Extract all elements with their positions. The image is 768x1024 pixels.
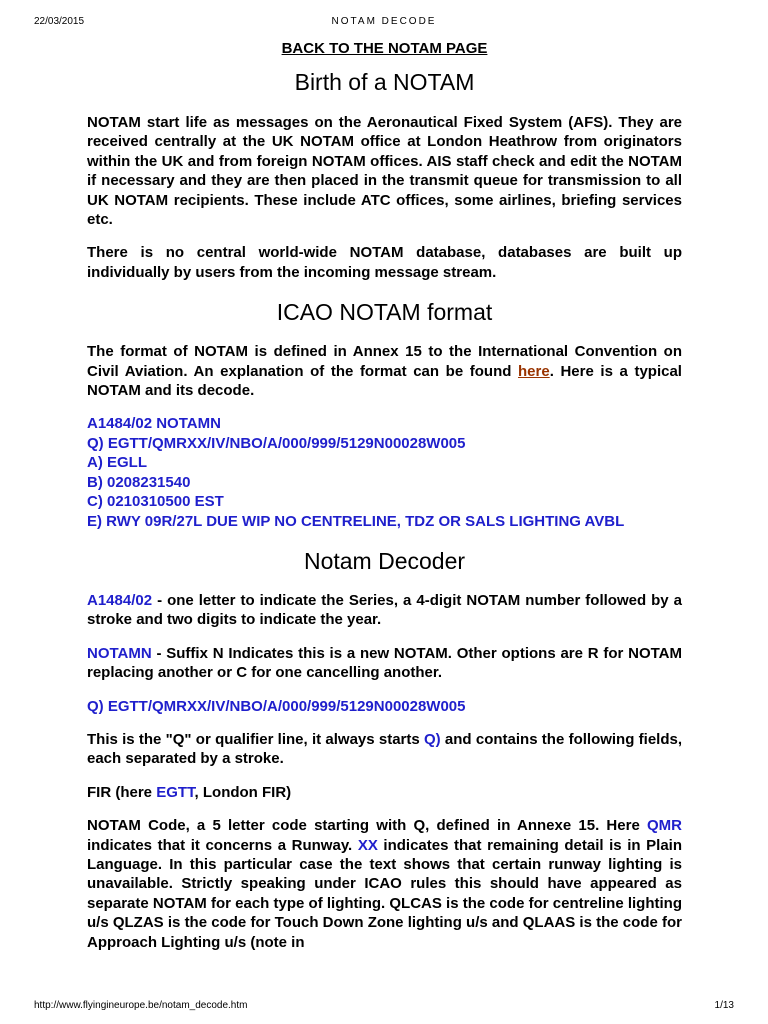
notam-line: E) RWY 09R/27L DUE WIP NO CENTRELINE, TDZ OR SALS LIGHTING AVBL xyxy=(87,512,625,530)
print-footer xyxy=(34,1000,734,1014)
paragraph-birth-2: There is no central world-wide NOTAM database, databases are built up individually by users from the incoming message stream. xyxy=(87,244,682,281)
notam-line: C) 0210310500 EST xyxy=(87,493,224,511)
notam-line: A) EGLL xyxy=(87,454,147,472)
fir-text-before: FIR (here xyxy=(87,783,157,801)
notam-line: A1484/02 NOTAMN xyxy=(87,415,221,433)
q-line: Q) EGTT/QMRXX/IV/NBO/A/000/999/5129N00028W005 xyxy=(87,697,466,715)
paragraph-icao-format xyxy=(87,342,682,400)
series-code: A1484/02 xyxy=(87,591,153,609)
qualifier-code: Q) xyxy=(423,730,441,748)
notamn-code: NOTAMN xyxy=(87,644,152,662)
print-date: 22/03/2015 xyxy=(34,16,85,27)
fir-text-after: , London FIR) xyxy=(194,783,292,801)
notam-line: Q) EGTT/QMRXX/IV/NBO/A/000/999/5129N00028W005 xyxy=(87,434,466,452)
heading-birth-of-notam: Birth of a NOTAM xyxy=(294,69,475,95)
print-title: NOTAM DECODE xyxy=(331,16,437,27)
paragraph-notam-code xyxy=(87,816,682,952)
icao-text-before: The format of NOTAM is defined in Annex 15 to the International Convention on Civil Aviation. An explanation of the format can be found xyxy=(87,343,682,380)
code-text-1: NOTAM Code, a 5 letter code starting with Q, defined in Annexe 15. Here xyxy=(87,817,647,835)
fir-code: EGTT xyxy=(156,783,195,801)
paragraph-fir xyxy=(87,783,682,802)
paragraph-qualifier xyxy=(87,730,682,769)
code-text-3: indicates that remaining detail is in Plain Language. In this particular case the text shows that certain runway lighting is unavailable. Strictly speaking under ICAO rules this should have appeared as separate NOTAM for each type of lighting. QLCAS is the code for centreline lighting u/s QLZAS is the code for Touch Down Zone lighting u/s and QLAAS is the code for Approach Lighting u/s (note in xyxy=(87,836,682,951)
paragraph-series xyxy=(87,591,682,630)
page-number: 1/13 xyxy=(714,1000,734,1011)
qualifier-text-after: and contains the following fields, each separated by a stroke. xyxy=(87,730,682,768)
code-text-2: indicates that it concerns a Runway. xyxy=(87,836,358,854)
print-url: http://www.flyingineurope.be/notam_decode.htm xyxy=(34,1000,248,1011)
icao-text-after: . Here is a typical NOTAM and its decode. xyxy=(87,362,682,400)
sample-notam-block xyxy=(87,414,682,530)
back-to-notam-page-link[interactable]: BACK TO THE NOTAM PAGE xyxy=(281,40,488,57)
heading-notam-decoder: Notam Decoder xyxy=(303,547,466,574)
notam-line: B) 0208231540 xyxy=(87,473,191,491)
document-body xyxy=(87,40,682,966)
qualifier-text-before: This is the "Q" or qualifier line, it always starts xyxy=(87,730,424,748)
here-link[interactable]: here xyxy=(518,362,550,380)
series-text: - one letter to indicate the Series, a 4-digit NOTAM number followed by a stroke and two digits to indicate the year. xyxy=(87,591,682,629)
paragraph-birth-1: NOTAM start life as messages on the Aeronautical Fixed System (AFS). They are received centrally at the UK NOTAM office at London Heathrow from originators within the UK and from foreign NOTAM offices. AIS staff check and edit the NOTAM if necessary and they are then placed in the transmit queue for transmission to all UK NOTAM recipients. These include ATC offices, some airlines, briefing services etc. xyxy=(87,114,682,229)
heading-icao-notam-format: ICAO NOTAM format xyxy=(276,299,493,326)
code-qmr: QMR xyxy=(647,817,682,835)
print-header xyxy=(34,16,734,30)
code-xx: XX xyxy=(357,836,378,854)
notamn-text: - Suffix N Indicates this is a new NOTAM. Other options are R for NOTAM replacing another or C for one cancelling another. xyxy=(87,644,682,682)
paragraph-notamn xyxy=(87,644,682,683)
